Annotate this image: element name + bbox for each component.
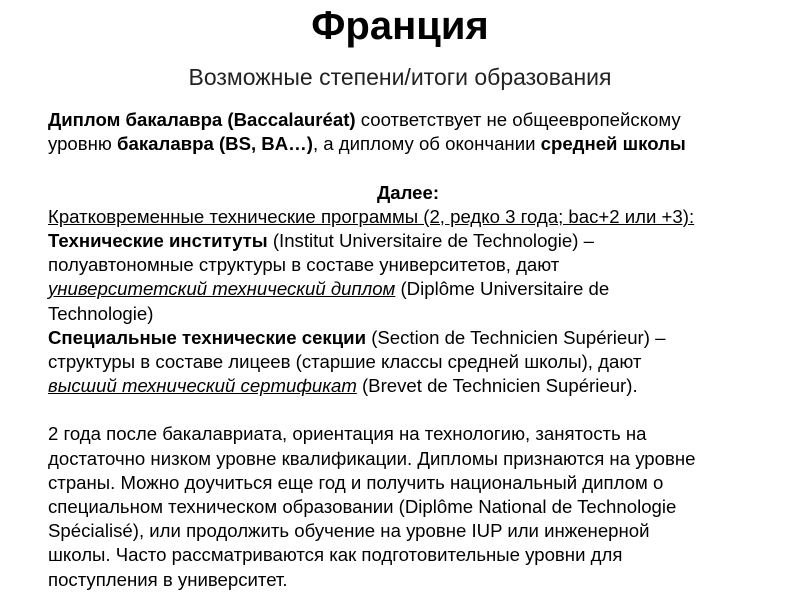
text: уровню: [48, 133, 118, 155]
text-line: Spécialisé), или продолжить обучение на уровне IUP или инженерной: [48, 520, 650, 542]
text: (Brevet de Technicien Supérieur).: [356, 375, 638, 397]
text: (Diplôme Universitaire de: [395, 278, 610, 300]
bold-text: средней школы: [540, 133, 686, 155]
summary-paragraph: [48, 422, 768, 591]
text: структуры в составе лицеев (старшие классы средней школы), дают: [48, 350, 642, 372]
intro-paragraph: [48, 108, 768, 156]
text: полуавтономные структуры в составе университетов, дают: [48, 254, 560, 276]
italic-underlined-text: высший технический сертификат: [48, 375, 357, 397]
text-line: школы. Часто рассматриваются как подготовительные уровни для: [48, 544, 623, 566]
text-line: поступления в университет.: [48, 568, 288, 590]
text: соответствует не общеевропейскому: [355, 109, 681, 130]
bold-text: Диплом бакалавра (Baccalauréat): [48, 109, 356, 130]
slide-body: [48, 108, 768, 592]
text-line: специальном техническом образовании (Diplôme National de Technologie: [48, 496, 677, 517]
section-heading: Далее:: [376, 181, 440, 203]
italic-underlined-text: университетский технический диплом: [48, 278, 396, 300]
text: (Institut Universitaire de Technologie) –: [267, 229, 594, 251]
underlined-text: Кратковременные технические программы (2, редко 3 года; bac+2 или +3):: [48, 205, 695, 227]
text-line: достаточно низком уровне квалификации. Дипломы признаются на уровне: [48, 447, 696, 469]
text: , а диплому об окончании: [312, 133, 541, 155]
text-line: 2 года после бакалавриата, ориентация на технологию, занятость на: [48, 423, 647, 445]
bold-text: Специальные технические секции: [48, 326, 367, 348]
bold-text: бакалавра (BS, BA…): [117, 133, 313, 155]
bold-text: Технические институты: [48, 229, 268, 251]
text-line: страны. Можно доучиться еще год и получить национальный диплом о: [48, 471, 664, 493]
text: (Section de Technicien Supérieur) –: [366, 326, 666, 348]
text: Technologie): [48, 302, 154, 324]
slide-title: Франция: [311, 4, 489, 48]
programs-paragraph: [48, 205, 768, 399]
slide-subtitle: Возможные степени/итоги образования: [188, 64, 612, 90]
